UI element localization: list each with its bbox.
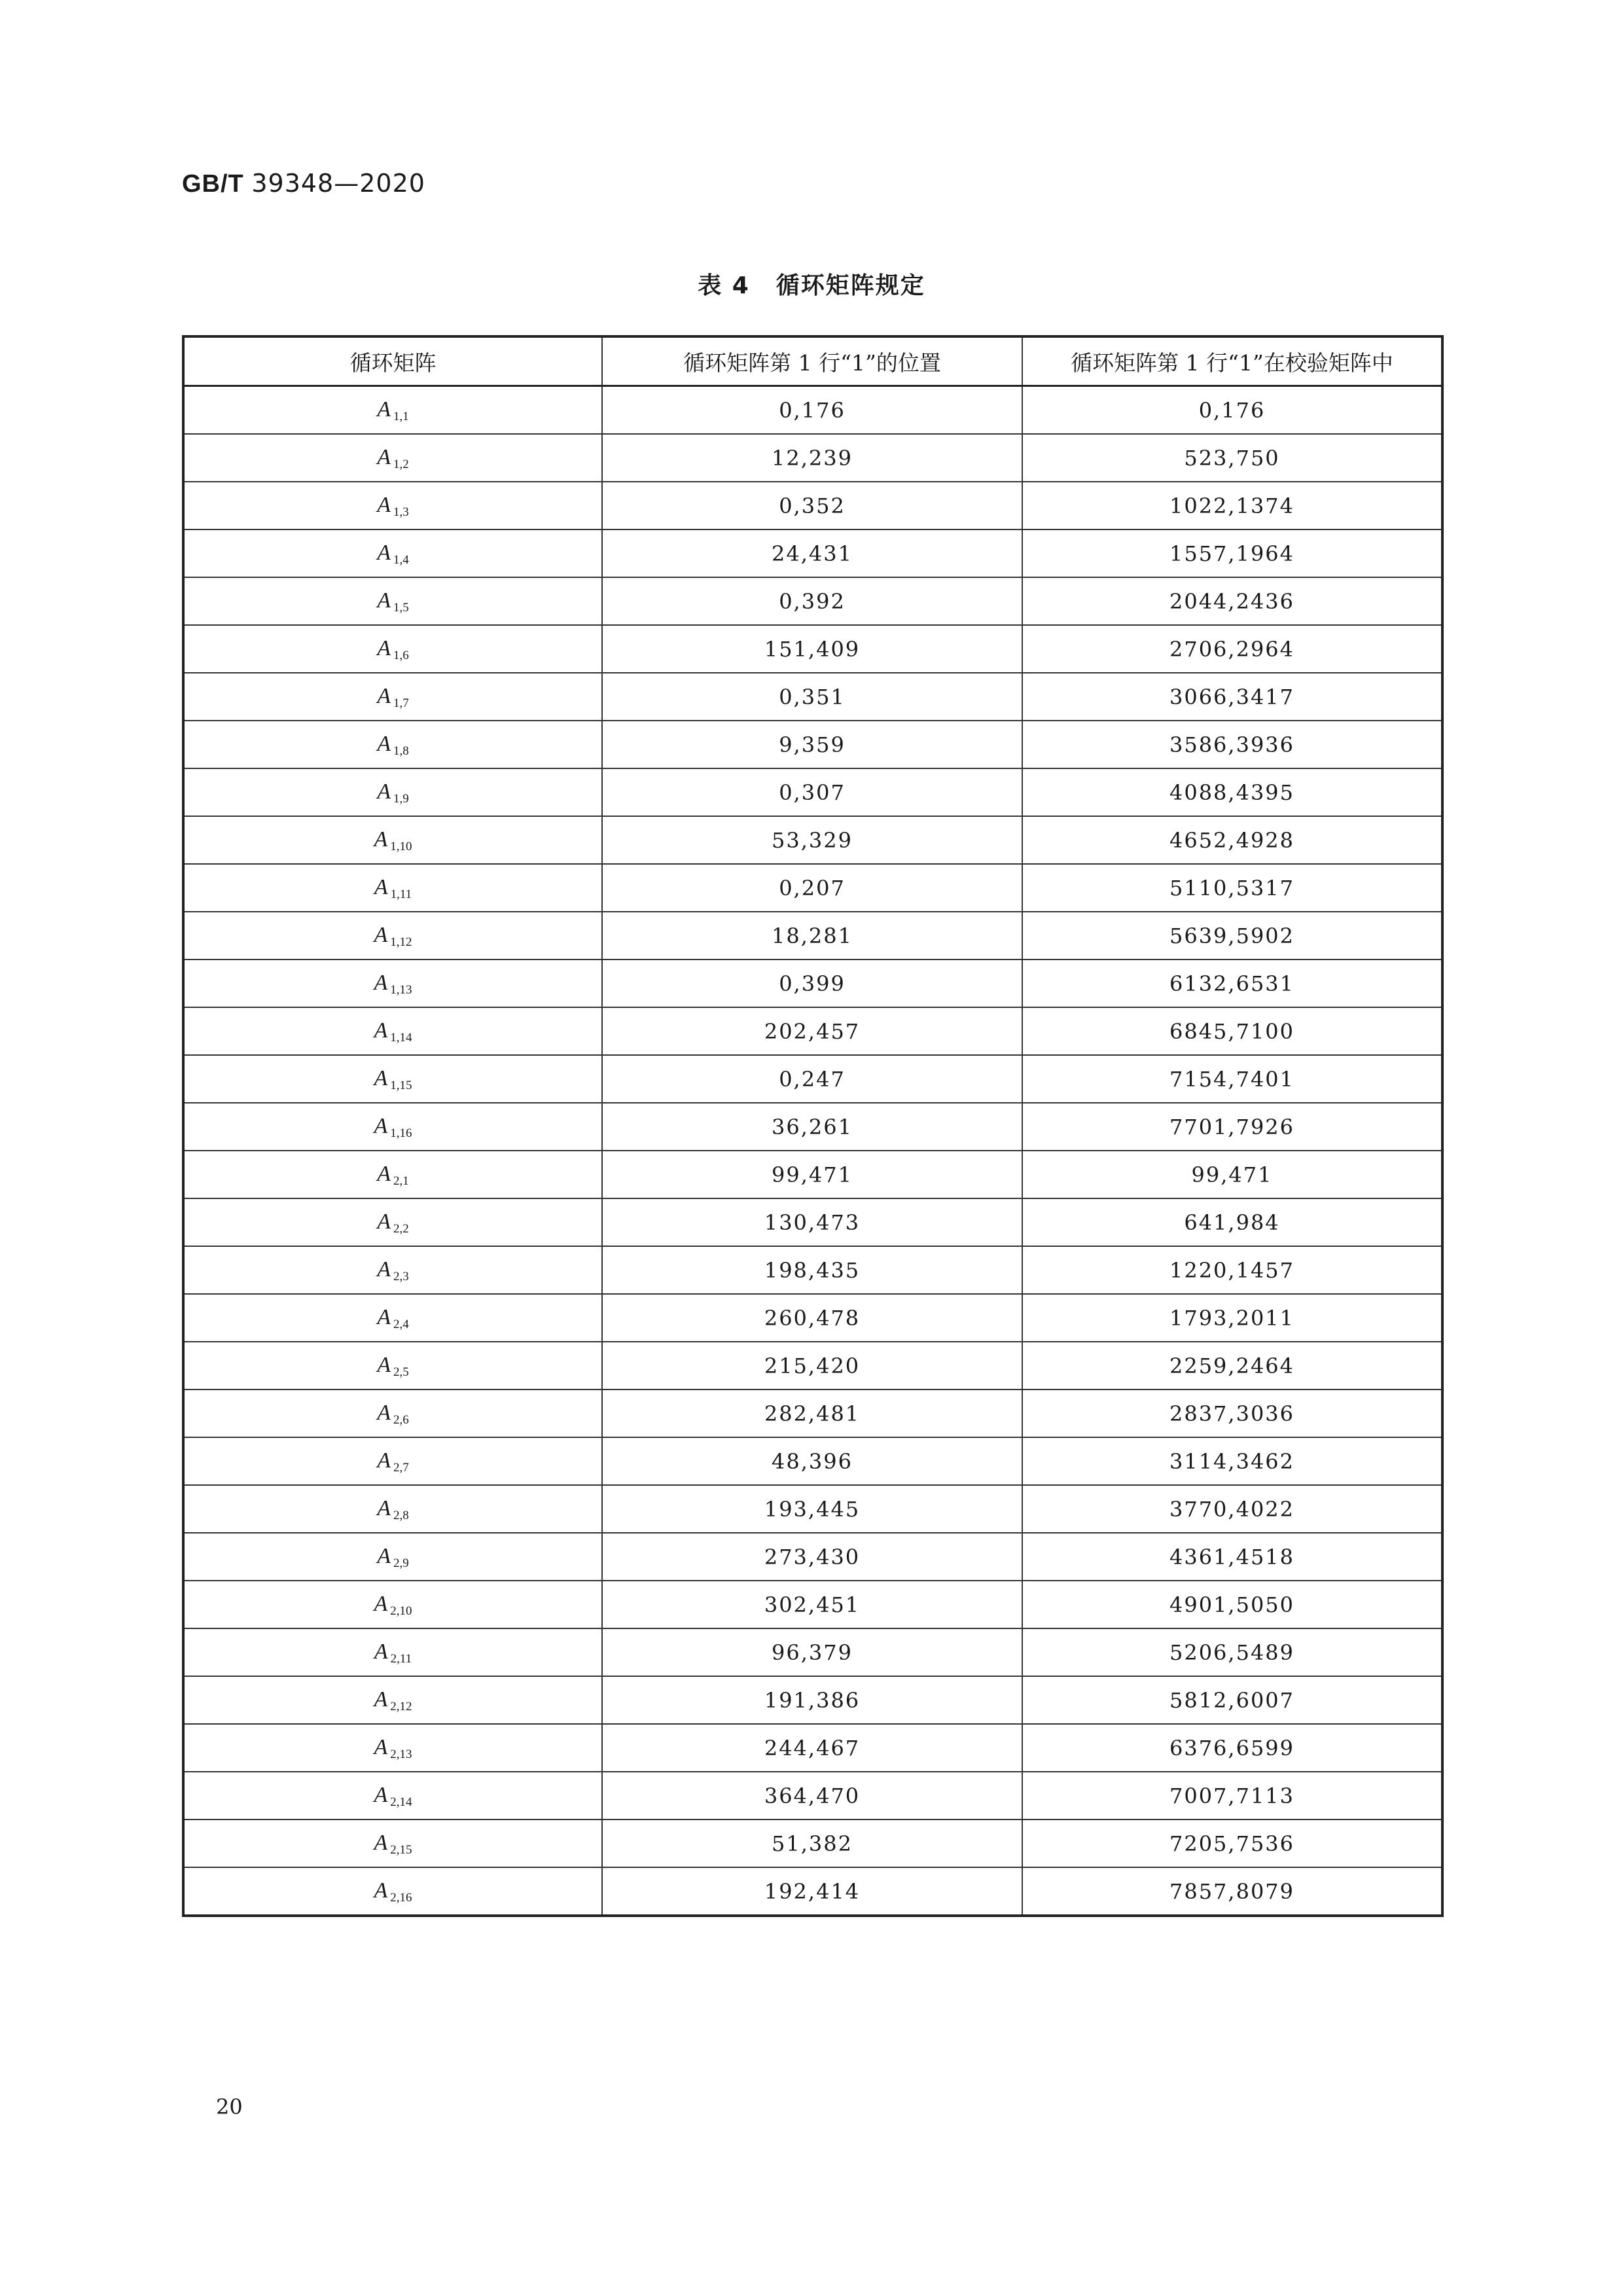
- table-row: [183, 386, 1442, 435]
- position-cell: 302,451: [602, 1581, 1022, 1628]
- check-position-cell: 6132,6531: [1022, 960, 1442, 1007]
- position-cell: 12,239: [602, 434, 1022, 482]
- check-position-cell: 3770,4022: [1022, 1485, 1442, 1533]
- matrix-symbol: [377, 1353, 409, 1377]
- table-caption: 循环矩阵规定: [776, 272, 925, 299]
- matrix-symbol: [374, 1783, 412, 1807]
- table-row: [183, 1390, 1442, 1437]
- matrix-cell: [183, 1628, 602, 1676]
- matrix-symbol: [374, 875, 412, 899]
- check-position-cell: 1793,2011: [1022, 1294, 1442, 1342]
- matrix-subscript: 2,14: [390, 1795, 412, 1809]
- matrix-subscript: 1,3: [393, 505, 409, 519]
- position-cell: 0,399: [602, 960, 1022, 1007]
- matrix-cell: [183, 1437, 602, 1485]
- check-position-cell: 6376,6599: [1022, 1724, 1442, 1772]
- matrix-subscript: 2,6: [393, 1412, 409, 1427]
- matrix-subscript: 2,1: [393, 1174, 409, 1188]
- matrix-symbol: [374, 1066, 412, 1090]
- standard-prefix: GB/T: [182, 170, 244, 198]
- table-row: [183, 1437, 1442, 1485]
- matrix-symbol: [374, 1018, 412, 1043]
- position-cell: 202,457: [602, 1007, 1022, 1055]
- matrix-subscript: 2,13: [390, 1747, 412, 1761]
- table-title: [0, 267, 1623, 300]
- position-cell: 193,445: [602, 1485, 1022, 1533]
- position-cell: 0,352: [602, 482, 1022, 529]
- matrix-cell: [183, 1820, 602, 1867]
- matrix-cell: [183, 960, 602, 1007]
- matrix-base: A: [377, 1352, 391, 1377]
- table-row: [183, 577, 1442, 625]
- matrix-subscript: 1,12: [390, 935, 412, 949]
- matrix-base: A: [374, 1066, 388, 1090]
- matrix-subscript: 1,8: [393, 744, 409, 758]
- matrix-base: A: [374, 922, 388, 947]
- table-row: [183, 1533, 1442, 1581]
- check-position-cell: 1220,1457: [1022, 1246, 1442, 1294]
- matrix-symbol: [377, 1448, 409, 1473]
- matrix-symbol: [377, 588, 409, 613]
- matrix-subscript: 1,5: [393, 600, 409, 615]
- matrix-subscript: 2,12: [390, 1699, 412, 1713]
- check-position-cell: 0,176: [1022, 386, 1442, 435]
- table-row: [183, 529, 1442, 577]
- matrix-cell: [183, 1676, 602, 1724]
- position-cell: 198,435: [602, 1246, 1022, 1294]
- matrix-subscript: 2,16: [390, 1890, 412, 1905]
- standard-code: [182, 169, 425, 198]
- matrix-base: A: [377, 1400, 391, 1425]
- matrix-symbol: [377, 636, 409, 660]
- matrix-base: A: [374, 1639, 388, 1664]
- matrix-cell: [183, 1007, 602, 1055]
- position-cell: 99,471: [602, 1151, 1022, 1198]
- matrix-cell: [183, 816, 602, 864]
- table-row: [183, 482, 1442, 529]
- position-cell: 0,207: [602, 864, 1022, 912]
- matrix-base: A: [377, 397, 391, 422]
- matrix-subscript: 1,9: [393, 791, 409, 806]
- matrix-base: A: [374, 1113, 388, 1138]
- matrix-base: A: [377, 1448, 391, 1473]
- matrix-base: A: [374, 1830, 388, 1855]
- position-cell: 9,359: [602, 721, 1022, 768]
- table-row: [183, 768, 1442, 816]
- matrix-subscript: 1,11: [390, 887, 412, 901]
- check-position-cell: 7007,7113: [1022, 1772, 1442, 1820]
- matrix-base: A: [374, 827, 388, 852]
- matrix-subscript: 1,2: [393, 457, 409, 471]
- matrix-symbol: [377, 732, 409, 756]
- matrix-cell: [183, 386, 602, 435]
- check-position-cell: 4361,4518: [1022, 1533, 1442, 1581]
- position-cell: 0,307: [602, 768, 1022, 816]
- matrix-cell: [183, 1342, 602, 1390]
- position-cell: 364,470: [602, 1772, 1022, 1820]
- matrix-cell: [183, 1772, 602, 1820]
- table-row: [183, 1007, 1442, 1055]
- matrix-cell: [183, 721, 602, 768]
- table-row: [183, 1676, 1442, 1724]
- matrix-base: A: [377, 1257, 391, 1282]
- check-position-cell: 3586,3936: [1022, 721, 1442, 768]
- matrix-base: A: [377, 588, 391, 613]
- matrix-cell: [183, 1055, 602, 1103]
- matrix-cell: [183, 482, 602, 529]
- matrix-subscript: 1,4: [393, 552, 409, 567]
- matrix-base: A: [377, 683, 391, 708]
- table-body: [183, 386, 1442, 1916]
- table-row: [183, 1581, 1442, 1628]
- matrix-cell: [183, 1581, 602, 1628]
- matrix-cell: [183, 864, 602, 912]
- table-row: [183, 1151, 1442, 1198]
- matrix-symbol: [377, 780, 409, 804]
- matrix-symbol: [374, 1878, 412, 1903]
- matrix-symbol: [374, 971, 412, 995]
- check-position-cell: 2837,3036: [1022, 1390, 1442, 1437]
- column-header-check-position: 循环矩阵第 1 行“1”在校验矩阵中: [1022, 336, 1442, 386]
- table-row: [183, 1772, 1442, 1820]
- matrix-subscript: 1,14: [390, 1030, 412, 1045]
- position-cell: 0,176: [602, 386, 1022, 435]
- check-position-cell: 2259,2464: [1022, 1342, 1442, 1390]
- table-row: [183, 864, 1442, 912]
- standard-number: 39348—2020: [251, 169, 425, 198]
- table-row: [183, 1103, 1442, 1151]
- table-label: 表 4: [698, 272, 750, 299]
- matrix-cell: [183, 673, 602, 721]
- matrix-base: A: [377, 636, 391, 660]
- check-position-cell: 7701,7926: [1022, 1103, 1442, 1151]
- matrix-cell: [183, 1533, 602, 1581]
- matrix-cell: [183, 625, 602, 673]
- matrix-subscript: 2,5: [393, 1365, 409, 1379]
- matrix-symbol: [377, 1305, 409, 1329]
- check-position-cell: 4652,4928: [1022, 816, 1442, 864]
- matrix-symbol: [377, 1496, 409, 1520]
- table-row: [183, 1294, 1442, 1342]
- matrix-cell: [183, 1390, 602, 1437]
- check-position-cell: 5812,6007: [1022, 1676, 1442, 1724]
- table-header-row: [183, 336, 1442, 386]
- matrix-cell: [183, 577, 602, 625]
- matrix-cell: [183, 434, 602, 482]
- table-row: [183, 912, 1442, 960]
- position-cell: 0,351: [602, 673, 1022, 721]
- position-cell: 36,261: [602, 1103, 1022, 1151]
- table-row: [183, 434, 1442, 482]
- check-position-cell: 7205,7536: [1022, 1820, 1442, 1867]
- column-header-position: 循环矩阵第 1 行“1”的位置: [602, 336, 1022, 386]
- table-row: [183, 1485, 1442, 1533]
- matrix-base: A: [374, 970, 388, 995]
- matrix-cell: [183, 529, 602, 577]
- check-position-cell: 6845,7100: [1022, 1007, 1442, 1055]
- check-position-cell: 641,984: [1022, 1198, 1442, 1246]
- matrix-cell: [183, 912, 602, 960]
- matrix-subscript: 2,15: [390, 1842, 412, 1857]
- matrix-subscript: 1,7: [393, 696, 409, 710]
- check-position-cell: 5110,5317: [1022, 864, 1442, 912]
- check-position-cell: 523,750: [1022, 434, 1442, 482]
- column-header-matrix: 循环矩阵: [183, 336, 602, 386]
- matrix-symbol: [377, 493, 409, 517]
- table-row: [183, 1724, 1442, 1772]
- page-number: 20: [216, 2094, 243, 2119]
- position-cell: 96,379: [602, 1628, 1022, 1676]
- matrix-subscript: 2,7: [393, 1460, 409, 1475]
- matrix-symbol: [377, 1401, 409, 1425]
- matrix-subscript: 2,3: [393, 1269, 409, 1283]
- matrix-subscript: 1,1: [393, 409, 409, 423]
- check-position-cell: 5206,5489: [1022, 1628, 1442, 1676]
- check-position-cell: 4088,4395: [1022, 768, 1442, 816]
- table-row: [183, 1342, 1442, 1390]
- position-cell: 282,481: [602, 1390, 1022, 1437]
- matrix-cell: [183, 1103, 602, 1151]
- matrix-symbol: [374, 1114, 412, 1138]
- matrix-subscript: 1,16: [390, 1126, 412, 1140]
- matrix-base: A: [377, 1304, 391, 1329]
- matrix-subscript: 1,10: [390, 839, 412, 853]
- matrix-symbol: [377, 1257, 409, 1282]
- table-row: [183, 1055, 1442, 1103]
- matrix-symbol: [377, 541, 409, 565]
- matrix-cell: [183, 1867, 602, 1916]
- matrix-cell: [183, 768, 602, 816]
- matrix-symbol: [374, 1687, 412, 1712]
- check-position-cell: 7857,8079: [1022, 1867, 1442, 1916]
- matrix-subscript: 2,4: [393, 1317, 409, 1331]
- position-cell: 244,467: [602, 1724, 1022, 1772]
- check-position-cell: 1022,1374: [1022, 482, 1442, 529]
- matrix-base: A: [377, 492, 391, 517]
- cyclic-matrix-table: [182, 335, 1444, 1917]
- table-row: [183, 1628, 1442, 1676]
- matrix-symbol: [374, 923, 412, 947]
- matrix-symbol: [374, 1640, 412, 1664]
- position-cell: 0,392: [602, 577, 1022, 625]
- position-cell: 53,329: [602, 816, 1022, 864]
- matrix-base: A: [377, 540, 391, 565]
- position-cell: 273,430: [602, 1533, 1022, 1581]
- check-position-cell: 3066,3417: [1022, 673, 1442, 721]
- matrix-cell: [183, 1151, 602, 1198]
- matrix-cell: [183, 1198, 602, 1246]
- position-cell: 215,420: [602, 1342, 1022, 1390]
- matrix-subscript: 2,11: [390, 1651, 412, 1666]
- matrix-base: A: [374, 1878, 388, 1903]
- matrix-cell: [183, 1294, 602, 1342]
- matrix-base: A: [377, 1496, 391, 1520]
- check-position-cell: 2044,2436: [1022, 577, 1442, 625]
- check-position-cell: 1557,1964: [1022, 529, 1442, 577]
- position-cell: 48,396: [602, 1437, 1022, 1485]
- matrix-base: A: [377, 731, 391, 756]
- position-cell: 24,431: [602, 529, 1022, 577]
- matrix-cell: [183, 1724, 602, 1772]
- matrix-symbol: [374, 1735, 412, 1759]
- position-cell: 51,382: [602, 1820, 1022, 1867]
- table-row: [183, 1246, 1442, 1294]
- table-row: [183, 816, 1442, 864]
- check-position-cell: 2706,2964: [1022, 625, 1442, 673]
- matrix-subscript: 2,8: [393, 1508, 409, 1522]
- matrix-symbol: [377, 397, 409, 422]
- check-position-cell: 5639,5902: [1022, 912, 1442, 960]
- matrix-base: A: [374, 1591, 388, 1616]
- matrix-base: A: [377, 1209, 391, 1234]
- matrix-base: A: [377, 1161, 391, 1186]
- matrix-symbol: [377, 445, 409, 469]
- matrix-cell: [183, 1485, 602, 1533]
- matrix-base: A: [374, 1018, 388, 1043]
- matrix-subscript: 1,15: [390, 1078, 412, 1092]
- matrix-base: A: [374, 1782, 388, 1807]
- check-position-cell: 3114,3462: [1022, 1437, 1442, 1485]
- matrix-symbol: [374, 1592, 412, 1616]
- matrix-cell: [183, 1246, 602, 1294]
- matrix-symbol: [377, 1210, 409, 1234]
- check-position-cell: 99,471: [1022, 1151, 1442, 1198]
- table-row: [183, 1198, 1442, 1246]
- matrix-base: A: [374, 1687, 388, 1712]
- matrix-base: A: [374, 874, 388, 899]
- position-cell: 130,473: [602, 1198, 1022, 1246]
- matrix-subscript: 1,6: [393, 648, 409, 662]
- check-position-cell: 7154,7401: [1022, 1055, 1442, 1103]
- matrix-subscript: 2,10: [390, 1604, 412, 1618]
- position-cell: 151,409: [602, 625, 1022, 673]
- matrix-base: A: [374, 1734, 388, 1759]
- table-row: [183, 625, 1442, 673]
- matrix-symbol: [374, 827, 412, 852]
- matrix-symbol: [374, 1831, 412, 1855]
- matrix-symbol: [377, 684, 409, 708]
- position-cell: 18,281: [602, 912, 1022, 960]
- position-cell: 192,414: [602, 1867, 1022, 1916]
- matrix-subscript: 2,2: [393, 1221, 409, 1236]
- table-row: [183, 721, 1442, 768]
- table-row: [183, 673, 1442, 721]
- check-position-cell: 4901,5050: [1022, 1581, 1442, 1628]
- table-row: [183, 1820, 1442, 1867]
- matrix-symbol: [377, 1544, 409, 1568]
- matrix-subscript: 2,9: [393, 1556, 409, 1570]
- matrix-base: A: [377, 444, 391, 469]
- position-cell: 191,386: [602, 1676, 1022, 1724]
- table-row: [183, 960, 1442, 1007]
- matrix-base: A: [377, 779, 391, 804]
- position-cell: 260,478: [602, 1294, 1022, 1342]
- table-row: [183, 1867, 1442, 1916]
- matrix-subscript: 1,13: [390, 982, 412, 997]
- position-cell: 0,247: [602, 1055, 1022, 1103]
- matrix-symbol: [377, 1162, 409, 1186]
- matrix-base: A: [377, 1543, 391, 1568]
